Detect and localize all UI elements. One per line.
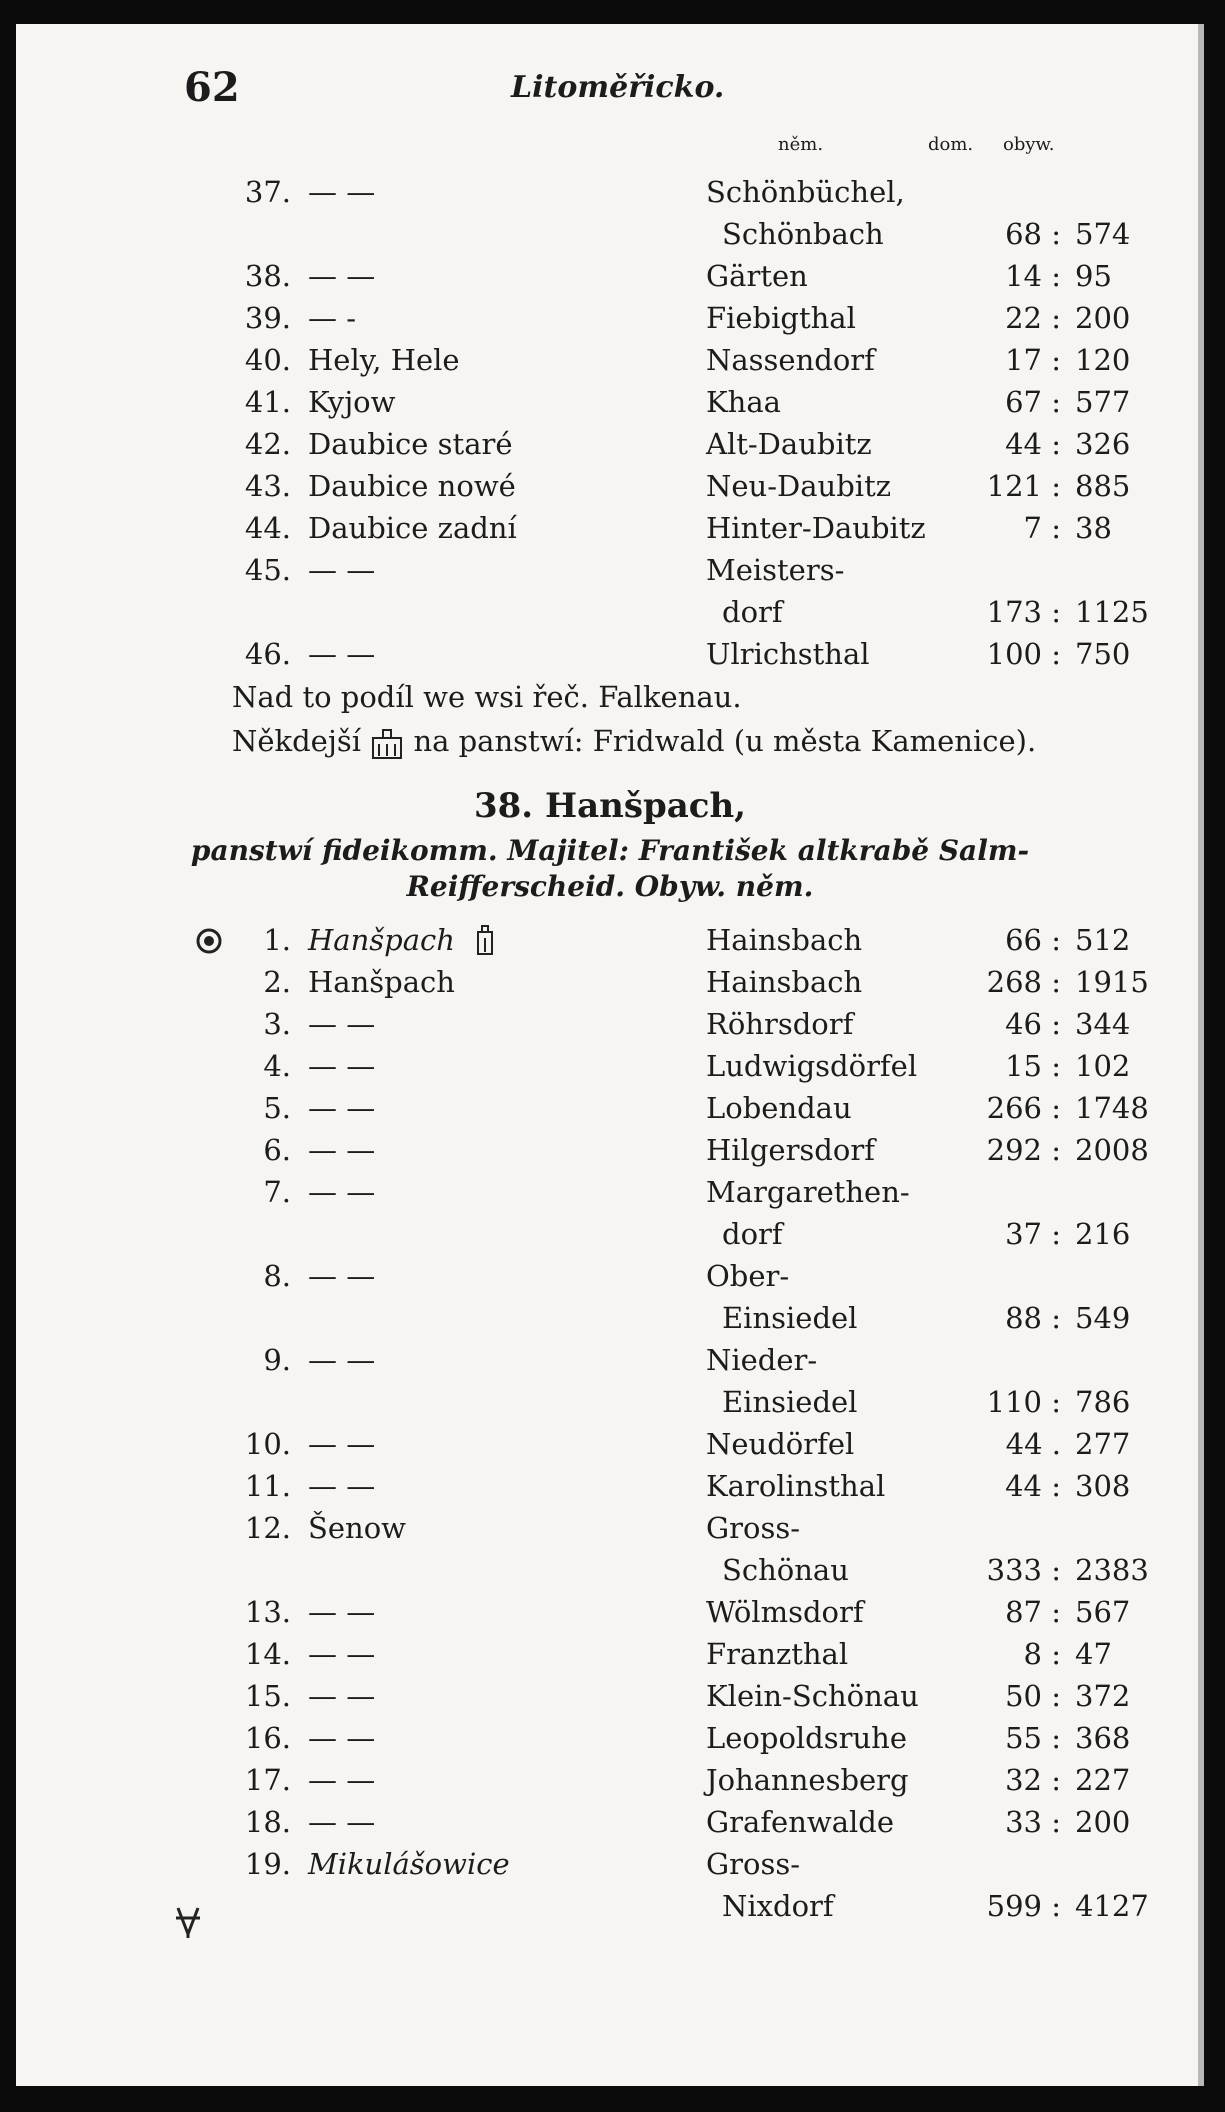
german-name: Hainsbach [706,965,863,999]
german-name: Leopoldsruhe [706,1721,908,1755]
note-fridwald [232,724,1036,760]
german-name: Alt-Daubitz [706,427,872,461]
table-row [16,1214,1204,1254]
row-number: 13. [244,1595,291,1629]
table-row [16,1550,1204,1590]
row-number: 1. [263,923,291,957]
houses-value: 44 : [1005,1469,1061,1503]
inhabitants-value: 2008 [1075,1133,1149,1167]
houses-value: 8 : [1023,1637,1061,1671]
czech-name: — — [308,1259,376,1293]
table-row [16,214,1204,254]
row-number: 10. [244,1427,291,1461]
houses-value: 7 : [1023,511,1061,545]
table-row [16,1592,1204,1632]
czech-name: Šenow [308,1511,406,1545]
houses-value: 333 : [986,1553,1061,1587]
german-name: Schönau [722,1553,849,1587]
inhabitants-value: 368 [1075,1721,1131,1755]
row-number: 5. [263,1091,291,1125]
houses-value: 55 : [1005,1721,1061,1755]
german-name: Nieder- [706,1343,818,1377]
inhabitants-value: 4127 [1075,1889,1149,1923]
table-row [16,1340,1204,1380]
table-row [16,1676,1204,1716]
inhabitants-value: 2383 [1075,1553,1149,1587]
note-fridwald-text: na panstwí: Fridwald (u města Kamenice). [413,724,1037,758]
row-number: 39. [244,301,291,335]
row-number: 18. [244,1805,291,1839]
czech-name: Hanšpach [308,965,455,999]
czech-name: Daubice nowé [308,469,516,503]
houses-value: 37 : [1005,1217,1061,1251]
row-number: 45. [244,553,291,587]
note-fridwald-prefix: Někdejší [232,724,361,758]
inhabitants-value: 1125 [1075,595,1149,629]
inhabitants-value: 574 [1075,217,1131,251]
inhabitants-value: 102 [1075,1049,1131,1083]
czech-name: — — [308,553,376,587]
german-name: Fiebigthal [706,301,856,335]
table-row [16,1424,1204,1464]
inhabitants-value: 885 [1075,469,1131,503]
houses-value: 50 : [1005,1679,1061,1713]
table-row [16,382,1204,422]
row-number: 17. [244,1763,291,1797]
german-name: Neu-Daubitz [706,469,892,503]
table-row [16,298,1204,338]
german-name: Nixdorf [722,1889,834,1923]
czech-name: Daubice staré [308,427,513,461]
czech-name: — — [308,259,376,293]
german-name: Khaa [706,385,781,419]
inhabitants-value: 200 [1075,301,1131,335]
german-name: Einsiedel [722,1385,858,1419]
row-number: 3. [263,1007,291,1041]
houses-value: 14 : [1005,259,1061,293]
german-name: Franzthal [706,1637,849,1671]
czech-name: — — [308,1805,376,1839]
czech-name: — — [308,175,376,209]
german-name: Klein-Schönau [706,1679,919,1713]
german-name: Einsiedel [722,1301,858,1335]
houses-value: 599 : [986,1889,1061,1923]
table-row [16,424,1204,464]
row-number: 15. [244,1679,291,1713]
table-row [16,1634,1204,1674]
column-header-language: něm. [778,134,824,155]
houses-value: 87 : [1005,1595,1061,1629]
german-name: Wölmsdorf [706,1595,864,1629]
czech-name: Kyjow [308,385,396,419]
table-row [16,508,1204,548]
row-number: 41. [244,385,291,419]
german-name: Hainsbach [706,923,863,957]
houses-value: 121 : [986,469,1061,503]
table-row [16,1088,1204,1128]
houses-value: 32 : [1005,1763,1061,1797]
table-row [16,256,1204,296]
row-number: 37. [244,175,291,209]
houses-value: 44 . [1005,1427,1061,1461]
table-row [16,1130,1204,1170]
column-header-houses: dom. [928,134,974,155]
german-name: Margarethen- [706,1175,910,1209]
german-name: Hilgersdorf [706,1133,875,1167]
inhabitants-value: 786 [1075,1385,1131,1419]
table-row [16,592,1204,632]
row-number: 42. [244,427,291,461]
houses-value: 44 : [1005,427,1061,461]
inhabitants-value: 277 [1075,1427,1131,1461]
german-name: Gross- [706,1847,801,1881]
houses-value: 266 : [986,1091,1061,1125]
german-name: Schönbüchel, [706,175,905,209]
table-row [16,1046,1204,1086]
houses-value: 33 : [1005,1805,1061,1839]
houses-value: 66 : [1005,923,1061,957]
german-name: Gross- [706,1511,801,1545]
inhabitants-value: 372 [1075,1679,1131,1713]
german-name: Nassendorf [706,343,875,377]
czech-name: — — [308,1763,376,1797]
table-row [16,1256,1204,1296]
german-name: Röhrsdorf [706,1007,854,1041]
column-header-inhabitants: obyw. [1003,134,1055,155]
table-row [16,1382,1204,1422]
inhabitants-value: 216 [1075,1217,1131,1251]
houses-value: 110 : [986,1385,1061,1419]
czech-name: — — [308,1343,376,1377]
german-name: Karolinsthal [706,1469,886,1503]
inhabitants-value: 95 [1075,259,1112,293]
castle-icon [370,726,404,760]
german-name: Johannesberg [706,1763,909,1797]
row-number: 12. [244,1511,291,1545]
german-name: Ober- [706,1259,790,1293]
czech-name: — — [308,1427,376,1461]
german-name: dorf [722,595,783,629]
czech-name: — — [308,1721,376,1755]
czech-name: Hanšpach [308,923,455,957]
inhabitants-value: 120 [1075,343,1131,377]
inhabitants-value: 577 [1075,385,1131,419]
glassworks-icon [172,1904,204,1940]
inhabitants-value: 200 [1075,1805,1131,1839]
czech-name: — — [308,1679,376,1713]
book-page [16,24,1204,2086]
german-name: Schönbach [722,217,884,251]
houses-value: 173 : [986,595,1061,629]
german-name: Ludwigsdörfel [706,1049,918,1083]
table-row [16,1802,1204,1842]
table-row [16,466,1204,506]
section-description-line2: Reifferscheid. Obyw. něm. [406,870,814,903]
table-row [16,962,1204,1002]
houses-value: 15 : [1005,1049,1061,1083]
czech-name: — — [308,1007,376,1041]
houses-value: 17 : [1005,343,1061,377]
houses-value: 67 : [1005,385,1061,419]
german-name: Grafenwalde [706,1805,895,1839]
row-number: 2. [263,965,291,999]
czech-name: Daubice zadní [308,511,517,545]
inhabitants-value: 38 [1075,511,1112,545]
german-name: Gärten [706,259,808,293]
table-row [16,550,1204,590]
table-row [16,1004,1204,1044]
castle-icon [474,924,496,956]
houses-value: 100 : [986,637,1061,671]
czech-name: — - [308,301,357,335]
row-number: 44. [244,511,291,545]
czech-name: — — [308,1469,376,1503]
table-row [16,634,1204,674]
row-number: 38. [244,259,291,293]
table-row [16,1172,1204,1212]
table-row [16,1844,1204,1884]
row-number: 8. [263,1259,291,1293]
german-name: Ulrichsthal [706,637,870,671]
row-number: 11. [244,1469,291,1503]
row-number: 19. [244,1847,291,1881]
german-name: dorf [722,1217,783,1251]
row-number: 14. [244,1637,291,1671]
houses-value: 68 : [1005,217,1061,251]
row-number: 7. [263,1175,291,1209]
inhabitants-value: 1748 [1075,1091,1149,1125]
german-name: Hinter-Daubitz [706,511,926,545]
table-row [16,1760,1204,1800]
row-number: 40. [244,343,291,377]
inhabitants-value: 567 [1075,1595,1131,1629]
page-number: 62 [184,64,240,111]
inhabitants-value: 227 [1075,1763,1131,1797]
row-number: 43. [244,469,291,503]
inhabitants-value: 47 [1075,1637,1112,1671]
inhabitants-value: 512 [1075,923,1131,957]
inhabitants-value: 344 [1075,1007,1131,1041]
czech-name: — — [308,1595,376,1629]
german-name: Lobendau [706,1091,852,1125]
table-row [16,1298,1204,1338]
section-title: 38. Hanšpach, [473,786,747,826]
row-number: 16. [244,1721,291,1755]
inhabitants-value: 549 [1075,1301,1131,1335]
german-name: Neudörfel [706,1427,855,1461]
table-row [16,1466,1204,1506]
czech-name: — — [308,1091,376,1125]
section-description-line1: panstwí fideikomm. Majitel: František altkrabě Salm- [190,834,1030,867]
czech-name: — — [308,1175,376,1209]
czech-name: — — [308,1637,376,1671]
page-title: Litoměřicko. [511,70,725,105]
inhabitants-value: 1915 [1075,965,1149,999]
czech-name: Hely, Hele [308,343,460,377]
houses-value: 88 : [1005,1301,1061,1335]
houses-value: 22 : [1005,301,1061,335]
czech-name: — — [308,637,376,671]
houses-value: 46 : [1005,1007,1061,1041]
table-row [16,1508,1204,1548]
houses-value: 292 : [986,1133,1061,1167]
note-falkenau: Nad to podíl we wsi řeč. Falkenau. [232,680,742,714]
row-number: 9. [263,1343,291,1377]
table-row [16,340,1204,380]
german-name: Meisters- [706,553,845,587]
row-number: 46. [244,637,291,671]
table-row [16,1718,1204,1758]
table-row [16,172,1204,212]
table-row [16,920,1204,960]
czech-name: Mikulášowice [308,1847,510,1881]
houses-value: 268 : [986,965,1061,999]
row-number: 6. [263,1133,291,1167]
inhabitants-value: 750 [1075,637,1131,671]
czech-name: — — [308,1133,376,1167]
row-number: 4. [263,1049,291,1083]
czech-name: — — [308,1049,376,1083]
inhabitants-value: 326 [1075,427,1131,461]
inhabitants-value: 308 [1075,1469,1131,1503]
